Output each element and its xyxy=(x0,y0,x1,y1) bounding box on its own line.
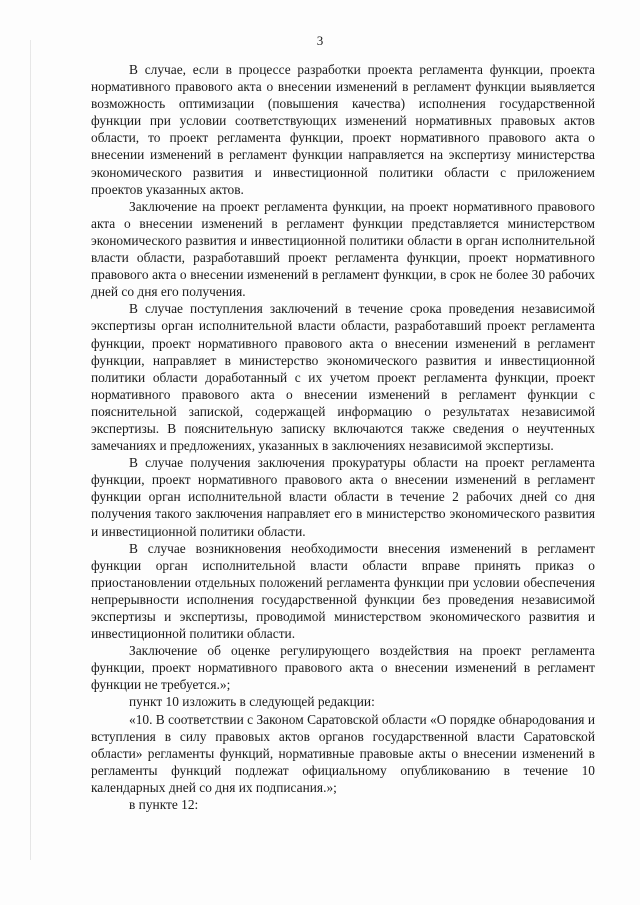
scan-edge-line xyxy=(30,40,31,860)
paragraph-independent-expertise: В случае поступления заключений в течение срока проведения независимой экспертизы орган исполнительной власти области, разработавший проект регламента функции, проект нормативного правового акта о внесении изменений в регламент функции, направляет в министерство экономического развития и инвестиционной политики области доработанный с их учетом проект регламента функции, проект нормативного правового акта о внесении изменений в регламент функции с пояснительной запиской, содержащей информацию о результатах независимой экспертизы. В пояснительную записку включаются также сведения о неучтенных замечаниях и предложениях, указанных в заключениях независимой экспертизы. xyxy=(91,301,595,454)
paragraph-point-10-intro: пункт 10 изложить в следующей редакции: xyxy=(129,694,375,710)
document-body xyxy=(91,61,595,813)
paragraph-conclusion: Заключение на проект регламента функции, на проект нормативного правового акта о внесении изменений в регламент функции представляется министерством экономического развития и инвестиционной политики области в орган исполнительной власти области, разработавший проект регламента функции, проект нормативного правового акта о внесении изменений в регламент функции, в срок не более 30 рабочих дней со дня его получения. xyxy=(91,198,595,300)
paragraph-suspension: В случае возникновения необходимости внесения изменений в регламент функции орган исполнительной власти области вправе принять приказ о приостановлении отдельных положений регламента функции при условии обеспечения непрерывности исполнения государственной функции без проведения независимой экспертизы и экспертизы, проводимой министерством экономического развития и инвестиционной политики области. xyxy=(91,540,595,642)
paragraph-optimization: В случае, если в процессе разработки проекта регламента функции, проекта нормативного правового акта о внесении изменений в регламент функции выявляется возможность оптимизации (повышения качества) исполнения государственной функции при условии соответствующих изменений нормативных правовых актов области, то проект регламента функции, проект нормативного правового акта о внесении изменений в регламент функции направляется на экспертизу министерства экономического развития и инвестиционной политики области с приложением проектов указанных актов. xyxy=(91,62,595,197)
paragraph-prosecutor: В случае получения заключения прокуратуры области на проект регламента функции, проект нормативного правового акта о внесении изменений в регламент функции орган исполнительной власти области в течение 2 рабочих дней со дня получения такого заключения направляет его в министерство экономического развития и инвестиционной политики области. xyxy=(91,455,595,539)
paragraph-point-10-text: «10. В соответствии с Законом Саратовской области «О порядке обнародования и вступления в силу правовых актов органов государственной власти Саратовской области» регламенты функций, нормативные правовые акты о внесении изменений в регламенты функций подлежат официальному опубликованию в течение 10 календарных дней со дня их подписания.»; xyxy=(91,711,595,795)
paragraph-point-12-intro: в пункте 12: xyxy=(129,797,199,813)
paragraph-regulatory-impact: Заключение об оценке регулирующего воздействия на проект регламента функции, проект нормативного правового акта о внесении изменений в регламент функции не требуется.»; xyxy=(91,643,595,693)
page-number: 3 xyxy=(316,33,324,48)
